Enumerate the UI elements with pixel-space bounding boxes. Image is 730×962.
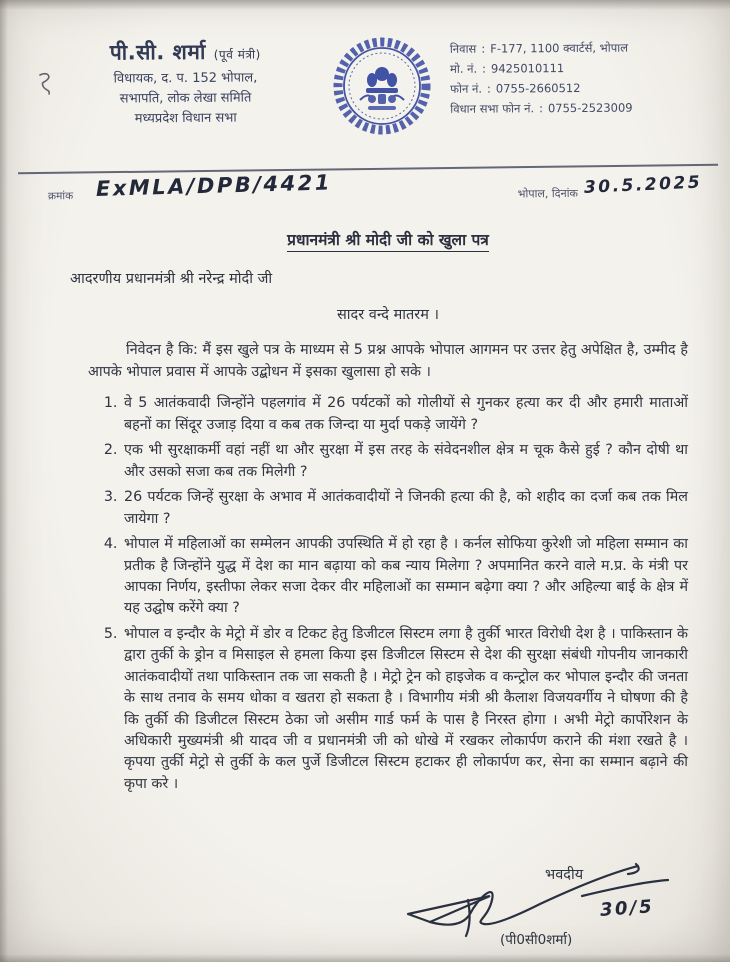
- contact-label: फोन नं.: [450, 81, 483, 97]
- question-item: [122, 440, 688, 483]
- question-item: [122, 487, 688, 530]
- salutation: आदरणीय प्रधानमंत्री श्री नरेन्द्र मोदी जी: [70, 271, 273, 287]
- sender-name-text: पी.सी. शर्मा: [109, 39, 206, 65]
- question-item: [122, 624, 688, 796]
- contact-label: निवास: [449, 41, 477, 56]
- reference-row: [47, 170, 703, 220]
- question-text: भोपाल व इन्दौर के मेट्रो में डोर व टिकट हेतु डिजीटल सिस्टम लगा है तुर्की भारत विरोधी देश है । पाकिस्तान के द्वारा तुर्की के ड्रोन व मिसाइल से हमला किया इस डिजीटल सिस्टम से देश की सुरक्षा संबंधी गोपनीय जानकारी आतंकवादीयों तथा पाकिस्तान तक जा सकती है । मेट्रो ट्रेन को हाइजेक व कन्ट्रोल कर भोपाल इन्दौर की जनता के साथ तनाव के समय धोका व खतरा हो सकता है । विभागीय मंत्री श्री कैलाश विजयवर्गीय ने घोषणा की है कि तुर्की की डिजीटल सिस्टम ठेका जो असीम गार्ड फर्म के पास है निरस्त होगा । अभी मेट्रो कार्पोरेशन के अधिकारी मुख्यमंत्री श्री यादव जी व प्रधानमंत्री जी को धोखे में रखकर लोकार्पण कराने की मंशा रखते है । कृपया तुर्की मेट्रो से तुर्की के कल पुर्जे डिजीटल सिस्टम हटाकर ही लोकार्पण कर, सेना का सम्मान बढ़ाने की कृपा करे ।: [124, 625, 688, 792]
- question-text: वे 5 आतंकवादी जिन्होंने पहलगांव में 26 पर्यटकों को गोलीयों से गुनकर हत्या कर दी और हमारी माताओं बहनों का सिंदूर उजाड़ दिया व कब तक जिन्दा या मुर्दा पकड़े जायेंगे ?: [124, 395, 688, 433]
- question-list: [88, 393, 688, 795]
- greeting: सादर वन्दे मातरम ।: [336, 307, 440, 323]
- scan-edge: [0, 0, 730, 10]
- contact-label: विधान सभा फोन नं.: [450, 101, 535, 117]
- scan-edge: [0, 0, 8, 962]
- designation-line: विधायक, द. प. 152 भोपाल,: [113, 70, 258, 87]
- designation-line: मध्यप्रदेश विधान सभा: [134, 110, 237, 127]
- sender-designation: [58, 68, 313, 130]
- contact-separator: :: [482, 61, 487, 76]
- contact-value: 0755-2660512: [495, 81, 581, 96]
- question-text: भोपाल में महिलाओं का सम्मेलन आपकी उपस्थिति में हो रहा है । कर्नल सोफिया कुरेशी जो महिला सम्मान का प्रतीक है जिन्होंने युद्ध में देश का मान बढ़ाया को कब न्याय मिलेगा ? अपमानित करने वाले म.प्र. के मंत्री पर आपका निर्णय, इस्तीफा लेकर सजा देकर वीर महिलाओं का सम्मान बढ़ेगा क्या ? और अहिल्या बाई के क्षेत्र में यह उद्घोष करेंगे क्या ?: [124, 536, 688, 617]
- contact-row: [450, 98, 700, 120]
- signature-block: [400, 852, 700, 952]
- question-text: एक भी सुरक्षाकर्मी वहां नहीं था और सुरक्षा में इस तरह के संवेदनशील क्षेत्र म चूक कैसे हुई ? कौन दोषी था और उसको सजा कब तक मिलेगी ?: [124, 442, 688, 480]
- signatory-name: (पी0सी0शर्मा): [500, 932, 573, 948]
- place-date-label: भोपाल, दिनांक: [517, 186, 579, 201]
- reference-number-handwritten: ExMLA/DPB/4421: [95, 170, 333, 201]
- question-text: 26 पर्यटक जिन्हें सुरक्षा के अभाव में आतंकवादीयों ने जिनकी हत्या की है, को शहीद का दर्जा कब तक मिल जायेगा ?: [124, 489, 688, 527]
- sender-name: [58, 37, 313, 67]
- letterhead-identity: [58, 37, 314, 130]
- handwritten-margin-doodle-icon: [36, 71, 56, 101]
- letter-title: [88, 228, 688, 250]
- closing-word: भवदीय: [545, 867, 584, 883]
- date-handwritten: 30.5.2025: [583, 172, 703, 198]
- question-item: [122, 534, 688, 620]
- letter-body: [70, 228, 688, 799]
- intro-paragraph: निवेदन है कि: मैं इस खुले पत्र के माध्यम से 5 प्रश्न आपके भोपाल आगमन पर उत्तर हेतु अपेक्षित है, उम्मीद है आपके भोपाल प्रवास में आपके उद्बोधन में इसका खुलासा हो सके ।: [88, 342, 688, 380]
- contact-row: [450, 77, 700, 99]
- letterhead: [40, 38, 700, 158]
- letterhead-contact: [450, 37, 701, 119]
- contact-separator: :: [481, 41, 486, 56]
- contact-value: 0755-2523009: [547, 100, 633, 116]
- sender-name-suffix: (पूर्व मंत्री): [213, 47, 261, 62]
- contact-value: 9425010111: [490, 61, 565, 76]
- letter-title-text: प्रधानमंत्री श्री मोदी जी को खुला पत्र: [287, 231, 489, 252]
- reference-label: क्रमांक: [47, 190, 74, 203]
- contact-value: F-177, 1100 क्वार्टर्स, भोपाल: [490, 40, 629, 56]
- question-item: [122, 393, 688, 436]
- contact-row: [450, 57, 700, 79]
- signature-date-handwritten: 30/5: [599, 896, 655, 921]
- contact-separator: :: [539, 101, 544, 116]
- state-emblem-icon: [330, 36, 434, 140]
- designation-line: सभापति, लोक लेखा समिति: [119, 90, 252, 107]
- contact-row: [450, 37, 700, 59]
- contact-separator: :: [486, 81, 491, 96]
- contact-label: मो. नं.: [449, 61, 478, 76]
